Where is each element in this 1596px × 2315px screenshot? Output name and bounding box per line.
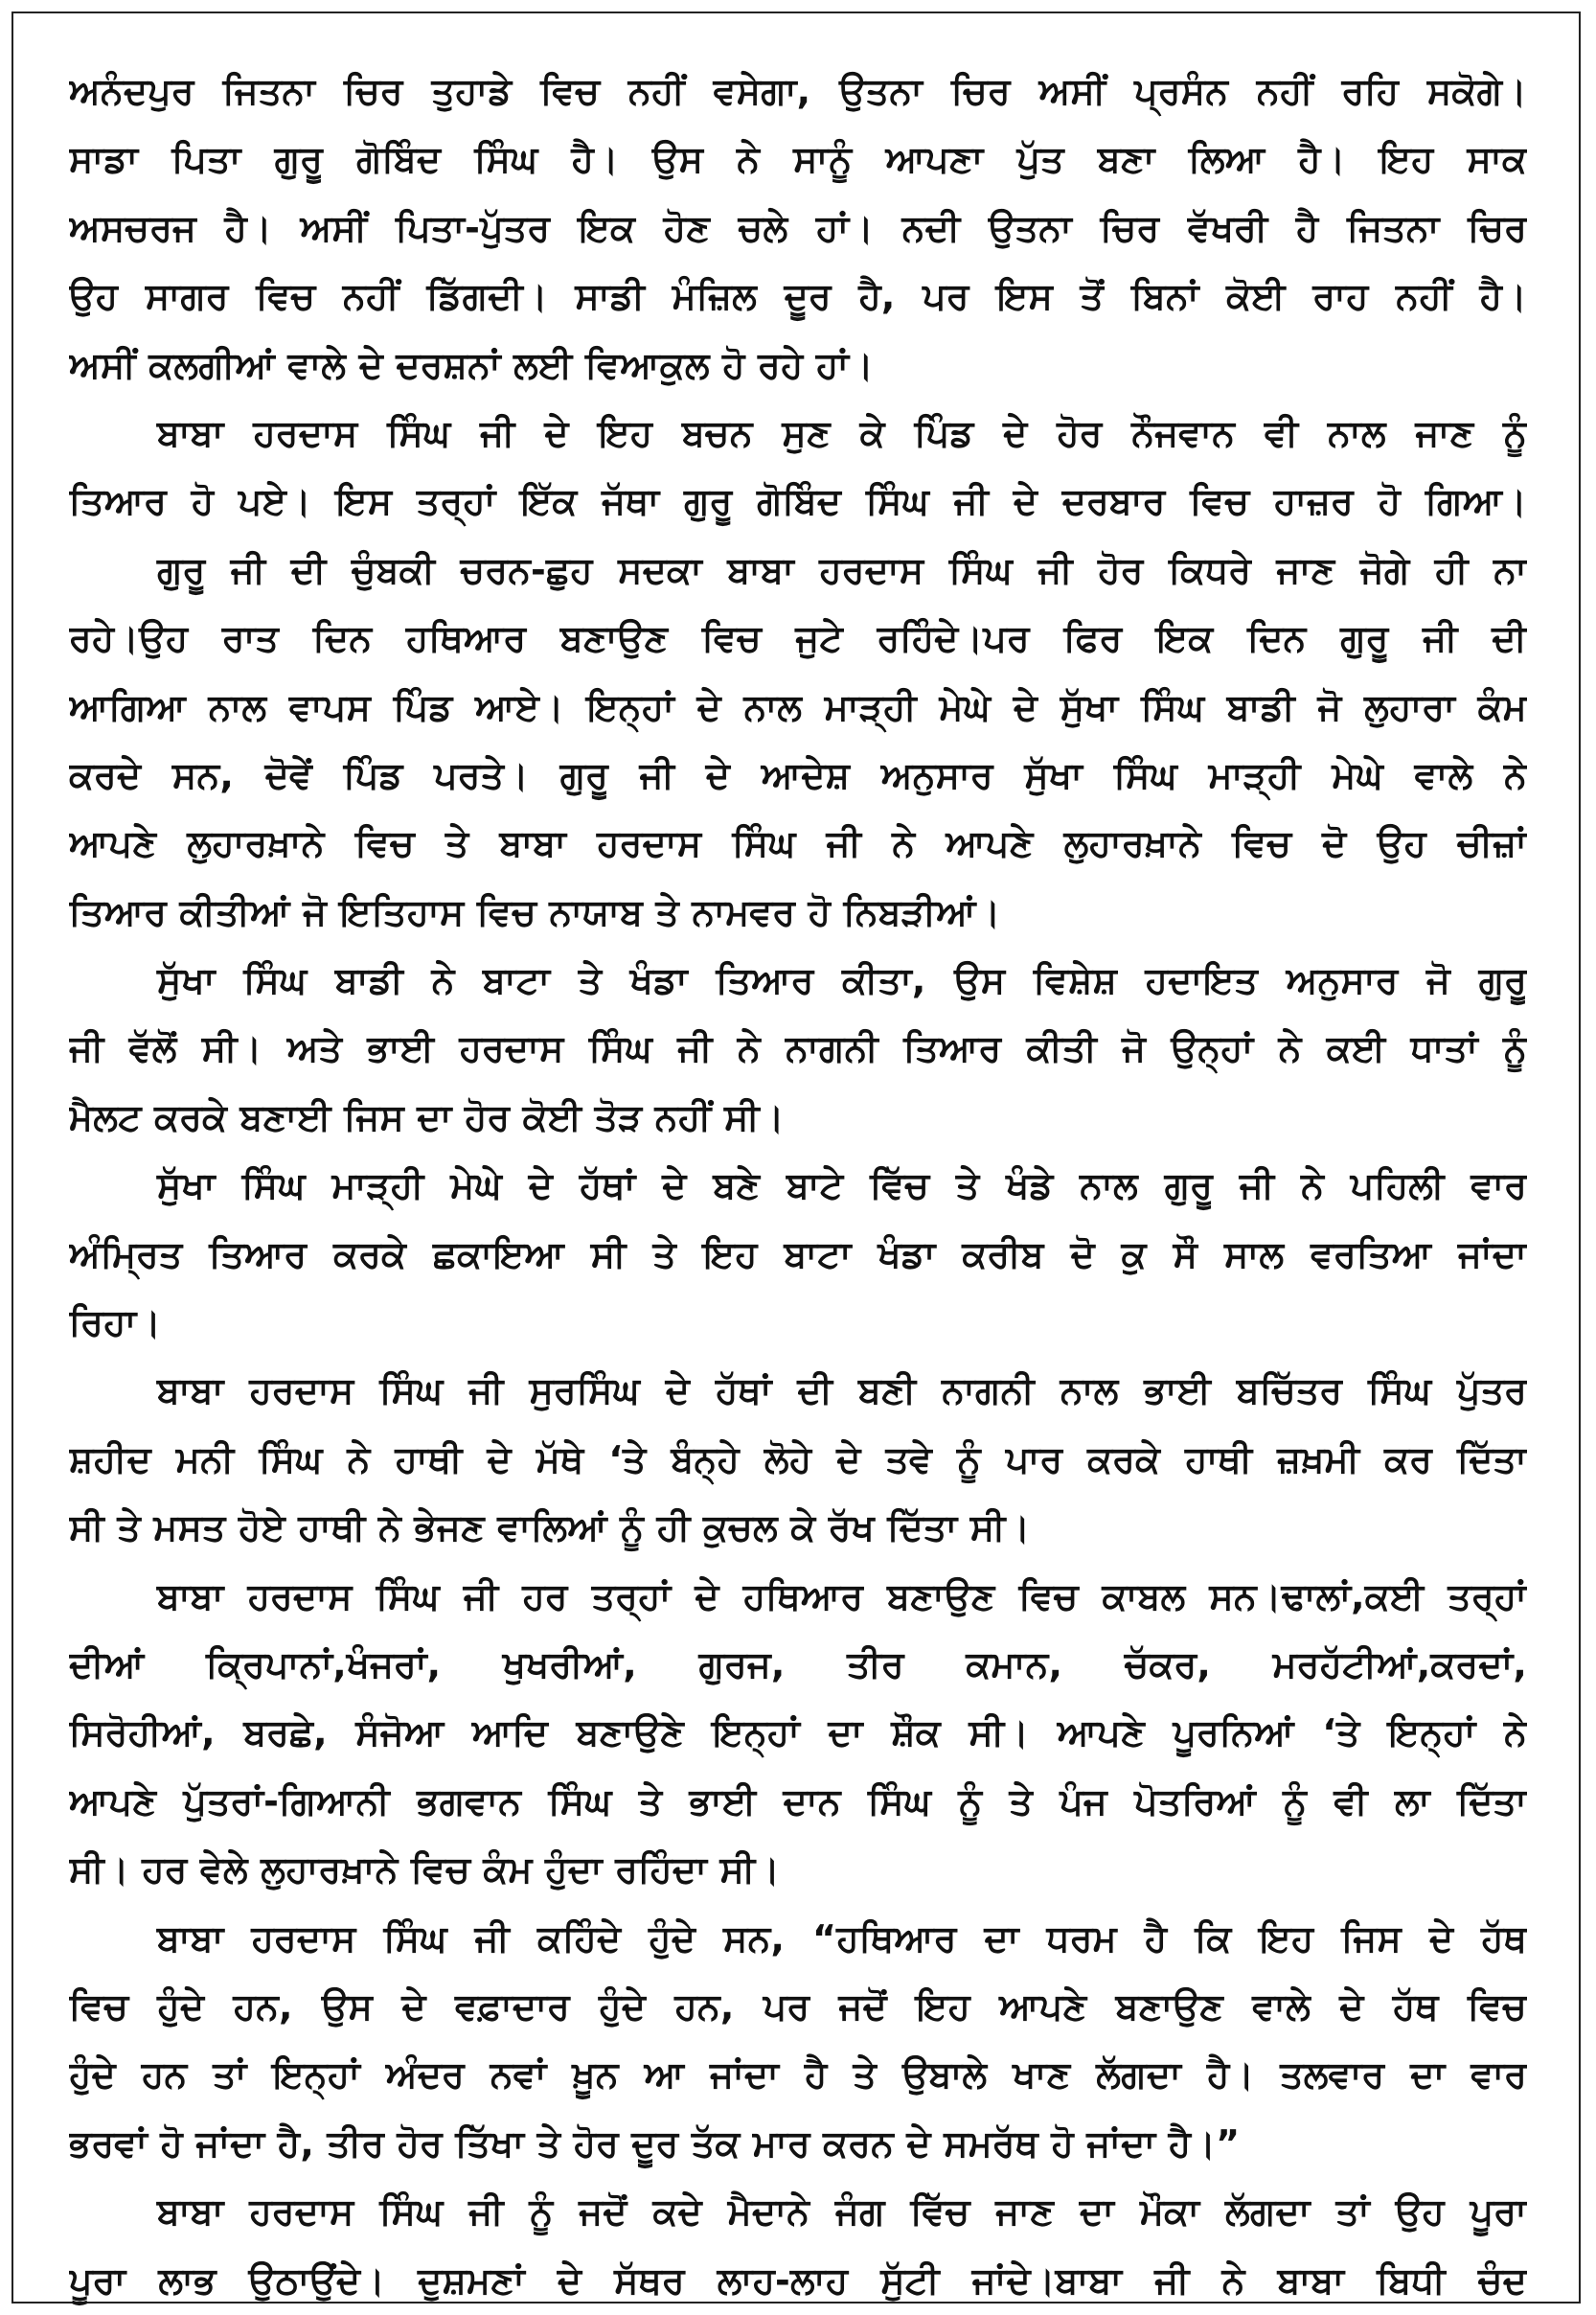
body-text bbox=[69, 57, 1527, 2315]
text-line: ਕਰਦੇ ਸਨ, ਦੋਵੇਂ ਪਿੰਡ ਪਰਤੇ। ਗੁਰੂ ਜੀ ਦੇ ਆਦੇਸ਼ ਅਨੁਸਾਰ ਸੁੱਖਾ ਸਿੰਘ ਮਾੜ੍ਹੀ ਮੇਘੇ ਵਾਲੇ ਨੇ bbox=[69, 753, 1527, 796]
text-line: ਅਸਚਰਜ ਹੈ। ਅਸੀਂ ਪਿਤਾ-ਪੁੱਤਰ ਇਕ ਹੋਣ ਚਲੇ ਹਾਂ। ਨਦੀ ਉਤਨਾ ਚਿਰ ਵੱਖਰੀ ਹੈ ਜਿਤਨਾ ਚਿਰ bbox=[69, 206, 1527, 249]
paragraph-start-line: ਬਾਬਾ ਹਰਦਾਸ ਸਿੰਘ ਜੀ ਹਰ ਤਰ੍ਹਾਂ ਦੇ ਹਥਿਆਰ ਬਣਾਉਣ ਵਿਚ ਕਾਬਲ ਸਨ।ਢਾਲਾਂ,ਕਈ ਤਰ੍ਹਾਂ bbox=[157, 1574, 1527, 1617]
text-line: ਆਪਣੇ ਲੁਹਾਰਖ਼ਾਨੇ ਵਿਚ ਤੇ ਬਾਬਾ ਹਰਦਾਸ ਸਿੰਘ ਜੀ ਨੇ ਆਪਣੇ ਲੁਹਾਰਖ਼ਾਨੇ ਵਿਚ ਦੋ ਉਹ ਚੀਜ਼ਾਂ bbox=[69, 822, 1527, 865]
text-line: ਤਿਆਰ ਕੀਤੀਆਂ ਜੋ ਇਤਿਹਾਸ ਵਿਚ ਨਾਯਾਬ ਤੇ ਨਾਮਵਰ ਹੋ ਨਿਬੜੀਆਂ। bbox=[69, 890, 1001, 933]
paragraph-start-line: ਬਾਬਾ ਹਰਦਾਸ ਸਿੰਘ ਜੀ ਸੁਰਸਿੰਘ ਦੇ ਹੱਥਾਂ ਦੀ ਬਣੀ ਨਾਗਨੀ ਨਾਲ ਭਾਈ ਬਚਿੱਤਰ ਸਿੰਘ ਪੁੱਤਰ bbox=[157, 1369, 1527, 1412]
text-line: ਸਿਰੋਹੀਆਂ, ਬਰਛੇ, ਸੰਜੋਆ ਆਦਿ ਬਣਾਉਣੇ ਇਨ੍ਹਾਂ ਦਾ ਸ਼ੌਕ ਸੀ। ਆਪਣੇ ਪੂਰਨਿਆਂ ‘ਤੇ ਇਨ੍ਹਾਂ ਨੇ bbox=[69, 1711, 1527, 1754]
text-line: ਆਗਿਆ ਨਾਲ ਵਾਪਸ ਪਿੰਡ ਆਏ। ਇਨ੍ਹਾਂ ਦੇ ਨਾਲ ਮਾੜ੍ਹੀ ਮੇਘੇ ਦੇ ਸੁੱਖਾ ਸਿੰਘ ਬਾਡੀ ਜੋ ਲੁਹਾਰਾ ਕੰਮ bbox=[69, 685, 1527, 728]
paragraph-start-line: ਸੁੱਖਾ ਸਿੰਘ ਬਾਡੀ ਨੇ ਬਾਟਾ ਤੇ ਖੰਡਾ ਤਿਆਰ ਕੀਤਾ, ਉਸ ਵਿਸ਼ੇਸ਼ ਹਦਾਇਤ ਅਨੁਸਾਰ ਜੋ ਗੁਰੂ bbox=[157, 959, 1527, 1002]
text-line: ਤਿਆਰ ਹੋ ਪਏ। ਇਸ ਤਰ੍ਹਾਂ ਇੱਕ ਜੱਥਾ ਗੁਰੂ ਗੋਬਿੰਦ ਸਿੰਘ ਜੀ ਦੇ ਦਰਬਾਰ ਵਿਚ ਹਾਜ਼ਰ ਹੋ ਗਿਆ। bbox=[69, 480, 1527, 523]
text-line: ਪੂਰਾ ਲਾਭ ਉਠਾਉਂਦੇ। ਦੁਸ਼ਮਣਾਂ ਦੇ ਸੱਥਰ ਲਾਹ-ਲਾਹ ਸੁੱਟੀ ਜਾਂਦੇ।ਬਾਬਾ ਜੀ ਨੇ ਬਾਬਾ ਬਿਧੀ ਚੰਦ bbox=[69, 2258, 1527, 2302]
text-line: ਉਹ ਸਾਗਰ ਵਿਚ ਨਹੀਂ ਡਿੱਗਦੀ। ਸਾਡੀ ਮੰਜ਼ਿਲ ਦੂਰ ਹੈ, ਪਰ ਇਸ ਤੋਂ ਬਿਨਾਂ ਕੋਈ ਰਾਹ ਨਹੀਂ ਹੈ। bbox=[69, 275, 1527, 318]
text-line: ਹੁੰਦੇ ਹਨ ਤਾਂ ਇਨ੍ਹਾਂ ਅੰਦਰ ਨਵਾਂ ਖ਼ੂਨ ਆ ਜਾਂਦਾ ਹੈ ਤੇ ਉਬਾਲੇ ਖਾਣ ਲੱਗਦਾ ਹੈ। ਤਲਵਾਰ ਦਾ ਵਾਰ bbox=[69, 2053, 1527, 2097]
text-line: ਸ਼ਹੀਦ ਮਨੀ ਸਿੰਘ ਨੇ ਹਾਥੀ ਦੇ ਮੱਥੇ ‘ਤੇ ਬੰਨ੍ਹੇ ਲੋਹੇ ਦੇ ਤਵੇ ਨੂੰ ਪਾਰ ਕਰਕੇ ਹਾਥੀ ਜ਼ਖ਼ਮੀ ਕਰ ਦਿੱਤਾ bbox=[69, 1437, 1527, 1480]
paragraph-start-line: ਬਾਬਾ ਹਰਦਾਸ ਸਿੰਘ ਜੀ ਦੇ ਇਹ ਬਚਨ ਸੁਣ ਕੇ ਪਿੰਡ ਦੇ ਹੋਰ ਨੌਜਵਾਨ ਵੀ ਨਾਲ ਜਾਣ ਨੂੰ bbox=[157, 411, 1527, 454]
paragraph-start-line: ਗੁਰੂ ਜੀ ਦੀ ਚੁੰਬਕੀ ਚਰਨ-ਛੁਹ ਸਦਕਾ ਬਾਬਾ ਹਰਦਾਸ ਸਿੰਘ ਜੀ ਹੋਰ ਕਿਧਰੇ ਜਾਣ ਜੋਗੇ ਹੀ ਨਾ bbox=[157, 548, 1527, 591]
text-line: ਵਿਚ ਹੁੰਦੇ ਹਨ, ਉਸ ਦੇ ਵਫ਼ਾਦਾਰ ਹੁੰਦੇ ਹਨ, ਪਰ ਜਦੋਂ ਇਹ ਆਪਣੇ ਬਣਾਉਣ ਵਾਲੇ ਦੇ ਹੱਥ ਵਿਚ bbox=[69, 1984, 1527, 2028]
paragraph-start-line: ਬਾਬਾ ਹਰਦਾਸ ਸਿੰਘ ਜੀ ਕਹਿੰਦੇ ਹੁੰਦੇ ਸਨ, “ਹਥਿਆਰ ਦਾ ਧਰਮ ਹੈ ਕਿ ਇਹ ਜਿਸ ਦੇ ਹੱਥ bbox=[157, 1916, 1527, 1960]
text-line: ਸਾਡਾ ਪਿਤਾ ਗੁਰੂ ਗੋਬਿੰਦ ਸਿੰਘ ਹੈ। ਉਸ ਨੇ ਸਾਨੂੰ ਆਪਣਾ ਪੁੱਤ ਬਣਾ ਲਿਆ ਹੈ। ਇਹ ਸਾਕ bbox=[69, 138, 1527, 181]
text-line: ਰਹੇ।ਉਹ ਰਾਤ ਦਿਨ ਹਥਿਆਰ ਬਣਾਉਣ ਵਿਚ ਜੁਟੇ ਰਹਿੰਦੇ।ਪਰ ਫਿਰ ਇਕ ਦਿਨ ਗੁਰੂ ਜੀ ਦੀ bbox=[69, 617, 1527, 660]
text-line: ਮੈਲਟ ਕਰਕੇ ਬਣਾਈ ਜਿਸ ਦਾ ਹੋਰ ਕੋਈ ਤੋੜ ਨਹੀਂ ਸੀ। bbox=[69, 1095, 785, 1138]
text-line: ਸੀ ਤੇ ਮਸਤ ਹੋਏ ਹਾਥੀ ਨੇ ਭੇਜਣ ਵਾਲਿਆਂ ਨੂੰ ਹੀ ਕੁਚਲ ਕੇ ਰੱਖ ਦਿੱਤਾ ਸੀ। bbox=[69, 1506, 1031, 1549]
text-line: ਅਨੰਦਪੁਰ ਜਿਤਨਾ ਚਿਰ ਤੁਹਾਡੇ ਵਿਚ ਨਹੀਂ ਵਸੇਗਾ, ਉਤਨਾ ਚਿਰ ਅਸੀਂ ਪ੍ਰਸੰਨ ਨਹੀਂ ਰਹਿ ਸਕੋਗੇ। bbox=[69, 70, 1527, 112]
text-line: ਰਿਹਾ। bbox=[69, 1301, 162, 1344]
text-line: ਅੰਮ੍ਰਿਤ ਤਿਆਰ ਕਰਕੇ ਛਕਾਇਆ ਸੀ ਤੇ ਇਹ ਬਾਟਾ ਖੰਡਾ ਕਰੀਬ ਦੋ ਕੁ ਸੌ ਸਾਲ ਵਰਤਿਆ ਜਾਂਦਾ bbox=[69, 1232, 1527, 1275]
text-line: ਆਪਣੇ ਪੁੱਤਰਾਂ-ਗਿਆਨੀ ਭਗਵਾਨ ਸਿੰਘ ਤੇ ਭਾਈ ਦਾਨ ਸਿੰਘ ਨੂੰ ਤੇ ਪੰਜ ਪੋਤਰਿਆਂ ਨੂੰ ਵੀ ਲਾ ਦਿੱਤਾ bbox=[69, 1779, 1527, 1822]
text-line: ਸੀ। ਹਰ ਵੇਲੇ ਲੁਹਾਰਖ਼ਾਨੇ ਵਿਚ ਕੰਮ ਹੁੰਦਾ ਰਹਿੰਦਾ ਸੀ। bbox=[69, 1848, 781, 1891]
text-line: ਜੀ ਵੱਲੋਂ ਸੀ। ਅਤੇ ਭਾਈ ਹਰਦਾਸ ਸਿੰਘ ਜੀ ਨੇ ਨਾਗਨੀ ਤਿਆਰ ਕੀਤੀ ਜੋ ਉਨ੍ਹਾਂ ਨੇ ਕਈ ਧਾਤਾਂ ਨੂੰ bbox=[69, 1027, 1527, 1070]
paragraph-start-line: ਬਾਬਾ ਹਰਦਾਸ ਸਿੰਘ ਜੀ ਨੂੰ ਜਦੋਂ ਕਦੇ ਮੈਦਾਨੇ ਜੰਗ ਵਿੱਚ ਜਾਣ ਦਾ ਮੌਕਾ ਲੱਗਦਾ ਤਾਂ ਉਹ ਪੂਰਾ bbox=[157, 2190, 1527, 2234]
paragraph-start-line: ਸੁੱਖਾ ਸਿੰਘ ਮਾੜ੍ਹੀ ਮੇਘੇ ਦੇ ਹੱਥਾਂ ਦੇ ਬਣੇ ਬਾਟੇ ਵਿੱਚ ਤੇ ਖੰਡੇ ਨਾਲ ਗੁਰੂ ਜੀ ਨੇ ਪਹਿਲੀ ਵਾਰ bbox=[157, 1164, 1527, 1207]
text-line: ਭਰਵਾਂ ਹੋ ਜਾਂਦਾ ਹੈ, ਤੀਰ ਹੋਰ ਤਿੱਖਾ ਤੇ ਹੋਰ ਦੂਰ ਤੱਕ ਮਾਰ ਕਰਨ ਦੇ ਸਮਰੱਥ ਹੋ ਜਾਂਦਾ ਹੈ।” bbox=[69, 2121, 1241, 2165]
text-line: ਦੀਆਂ ਕ੍ਰਿਪਾਨਾਂ,ਖੰਜਰਾਂ, ਖੁਖਰੀਆਂ, ਗੁਰਜ, ਤੀਰ ਕਮਾਨ, ਚੱਕਰ, ਮਰਹੱਟੀਆਂ,ਕਰਦਾਂ, bbox=[69, 1642, 1527, 1685]
text-line: ਅਸੀਂ ਕਲਗੀਆਂ ਵਾਲੇ ਦੇ ਦਰਸ਼ਨਾਂ ਲਈ ਵਿਆਕੁਲ ਹੋ ਰਹੇ ਹਾਂ। bbox=[69, 343, 874, 386]
